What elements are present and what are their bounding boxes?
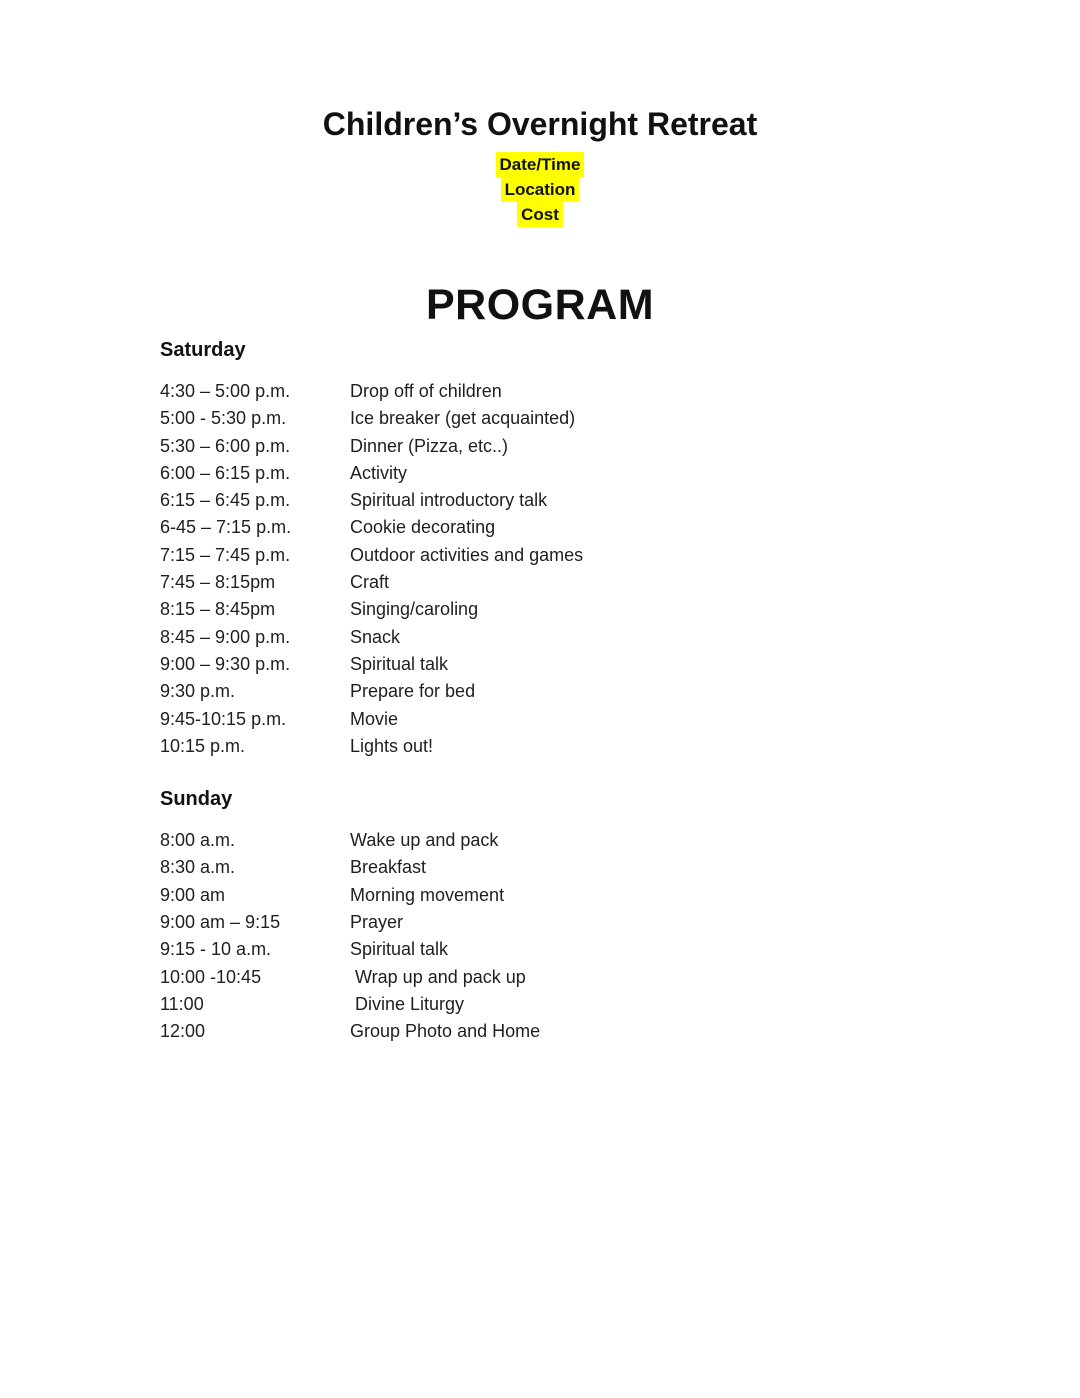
schedule-row [160,651,960,678]
day-section-sunday [160,786,960,1045]
schedule-time: 8:30 a.m. [160,857,236,878]
schedule-time: 9:30 p.m. [160,681,236,702]
schedule-sections [0,337,1080,1046]
schedule-time: 10:00 -10:45 [160,966,262,987]
schedule-row [160,909,960,936]
schedule-activity: Wrap up and pack up [350,966,526,987]
schedule-activity: Spiritual talk [350,653,449,674]
schedule-activity: Singing/caroling [350,599,479,620]
program-heading: PROGRAM [425,281,655,329]
schedule-row [160,991,960,1018]
highlighted-text: Location [501,177,580,202]
schedule-row [160,378,960,405]
schedule-row [160,882,960,909]
highlighted-line [0,202,1080,227]
schedule-row [160,433,960,460]
schedule-rows [160,378,960,760]
schedule-row [160,706,960,733]
schedule-row [160,733,960,760]
schedule-row [160,624,960,651]
highlighted-line [0,177,1080,202]
day-section-saturday [160,337,960,760]
schedule-activity: Activity [350,462,408,483]
schedule-activity: Wake up and pack [350,830,499,851]
schedule-row [160,596,960,623]
highlighted-text: Cost [517,202,563,227]
schedule-row [160,1018,960,1045]
schedule-time: 8:45 – 9:00 p.m. [160,626,291,647]
schedule-time: 9:00 – 9:30 p.m. [160,653,291,674]
schedule-row [160,964,960,991]
schedule-activity: Craft [350,572,390,593]
highlighted-line [0,152,1080,177]
schedule-row [160,936,960,963]
schedule-activity: Prayer [350,912,404,933]
schedule-time: 7:45 – 8:15pm [160,572,276,593]
schedule-row [160,405,960,432]
schedule-activity: Drop off of children [350,381,502,401]
schedule-time: 12:00 [160,1021,206,1042]
schedule-row [160,854,960,881]
schedule-activity: Divine Liturgy [350,993,465,1014]
highlighted-text: Date/Time [496,152,585,177]
schedule-activity: Morning movement [350,884,505,905]
schedule-activity: Spiritual introductory talk [350,490,548,511]
schedule-row [160,514,960,541]
schedule-row [160,569,960,596]
schedule-activity: Group Photo and Home [350,1021,541,1042]
schedule-time: 4:30 – 5:00 p.m. [160,381,291,401]
schedule-activity: Ice breaker (get acquainted) [350,408,576,429]
schedule-row [160,487,960,514]
day-heading: Sunday [160,788,233,811]
schedule-time: 5:30 – 6:00 p.m. [160,435,291,456]
schedule-time: 8:00 a.m. [160,830,236,851]
schedule-row [160,678,960,705]
document-title: Children’s Overnight Retreat [322,106,758,142]
schedule-time: 10:15 p.m. [160,735,246,756]
schedule-activity: Snack [350,626,401,647]
schedule-time: 6-45 – 7:15 p.m. [160,517,292,538]
schedule-time: 9:00 am [160,884,226,905]
schedule-activity: Breakfast [350,857,427,878]
schedule-time: 6:00 – 6:15 p.m. [160,462,291,483]
schedule-activity: Lights out! [350,735,434,756]
schedule-time: 5:00 - 5:30 p.m. [160,408,287,429]
schedule-activity: Dinner (Pizza, etc..) [350,435,509,456]
schedule-activity: Cookie decorating [350,517,496,538]
schedule-time: 9:00 am – 9:15 [160,912,281,933]
schedule-row [160,542,960,569]
schedule-activity: Prepare for bed [350,681,476,702]
schedule-row [160,460,960,487]
schedule-time: 11:00 [160,993,204,1014]
highlight-block [0,152,1080,227]
day-heading: Saturday [160,339,246,361]
schedule-activity: Spiritual talk [350,939,449,960]
schedule-activity: Outdoor activities and games [350,544,584,565]
schedule-time: 9:15 - 10 a.m. [160,939,272,960]
schedule-activity: Movie [350,708,399,729]
schedule-time: 9:45-10:15 p.m. [160,708,287,729]
schedule-rows [160,827,960,1045]
schedule-row [160,827,960,854]
schedule-time: 7:15 – 7:45 p.m. [160,544,291,565]
schedule-time: 8:15 – 8:45pm [160,599,276,620]
schedule-time: 6:15 – 6:45 p.m. [160,490,291,511]
